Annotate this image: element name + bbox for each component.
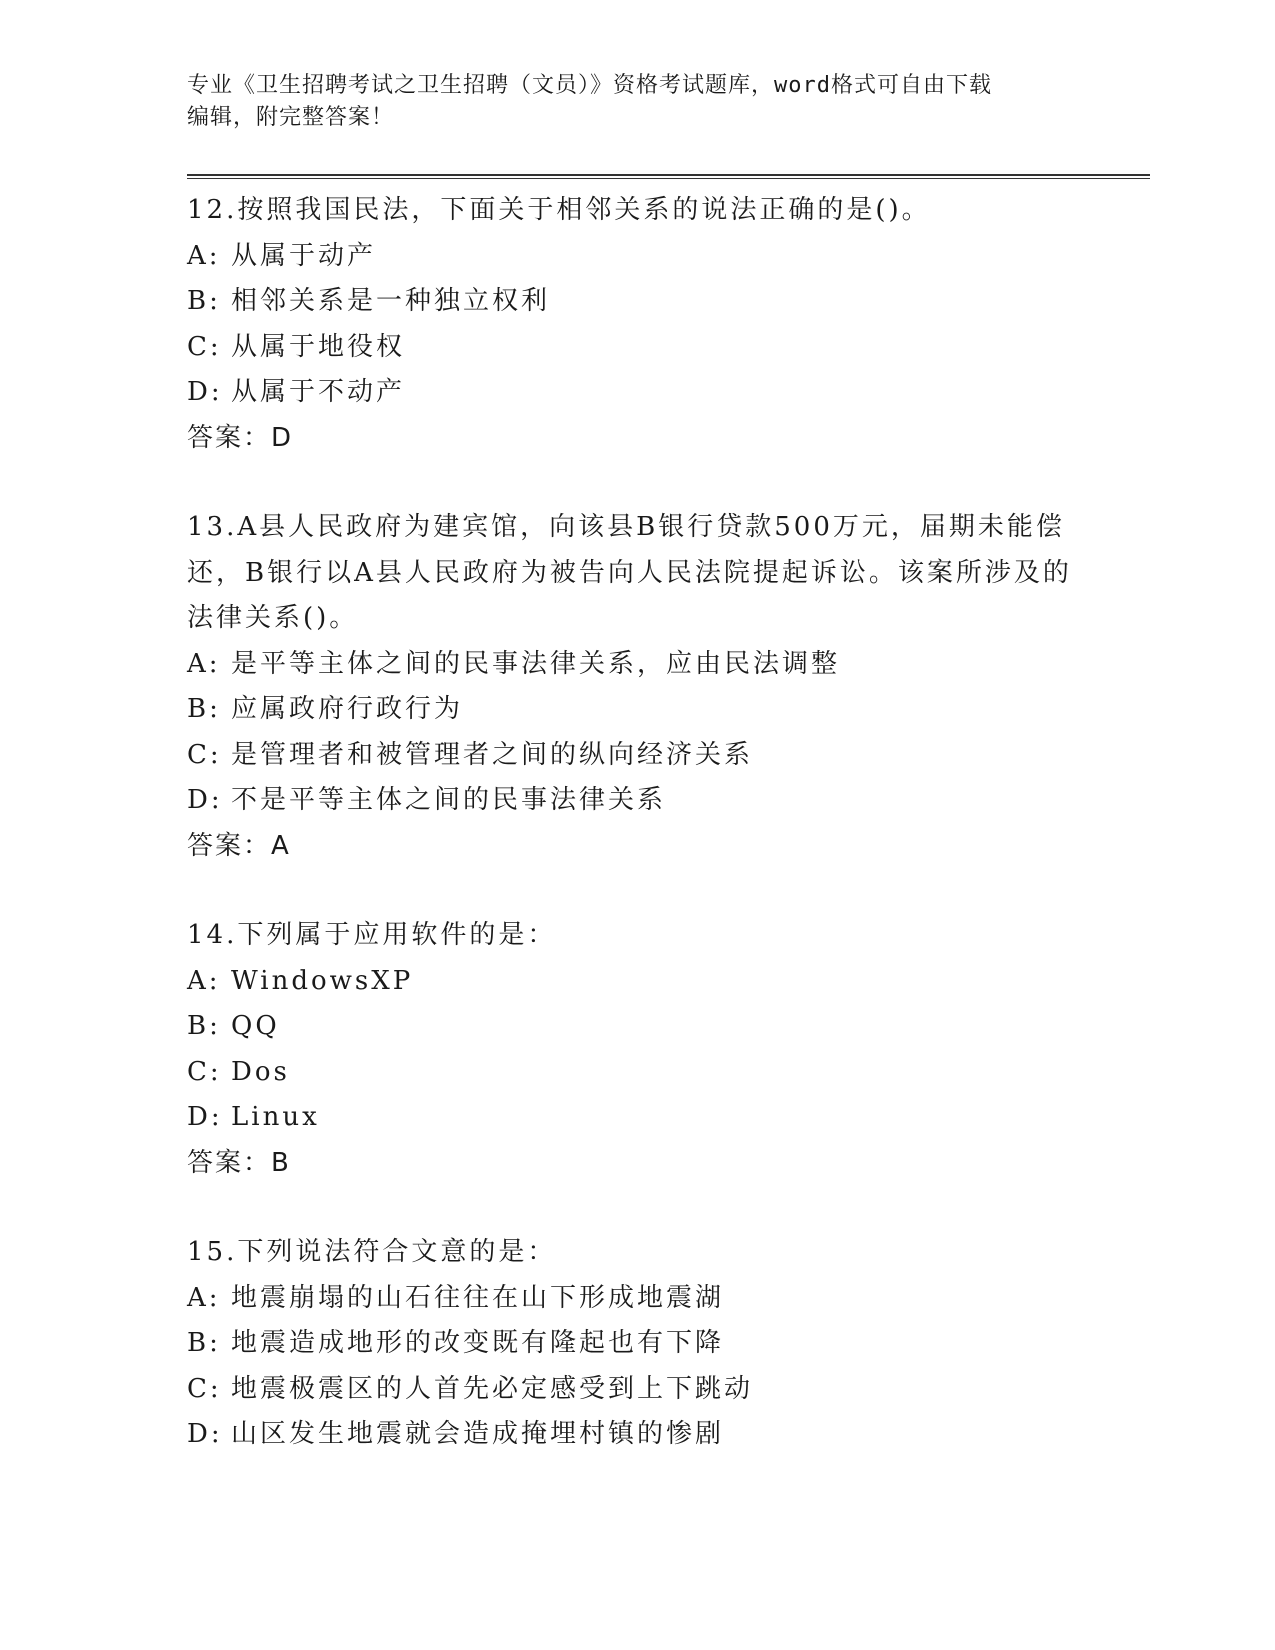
option-letter: C: [187,739,222,770]
option-text: 地震极震区的人首先必定感受到上下跳动 [231,1373,754,1404]
option-letter: A: [187,240,221,271]
option-text: 应属政府行政行为 [231,694,464,724]
option-letter: B: [187,286,221,316]
option-text: Dos [231,1056,290,1087]
question-stem: 13.A县人民政府为建宾馆，向该县B银行贷款500万元，届期未能偿还，B银行以A县人民政府为被告向人民法院提起诉讼。该案所涉及的法律关系()。 [187,512,1072,633]
question-list [187,188,1087,1502]
option-text: 从属于地役权 [231,331,406,362]
option-a [187,1276,1087,1322]
option-letter: D: [187,785,223,815]
option-text: Linux [231,1102,320,1132]
option-text: WindowsXP [231,965,414,996]
question-stem: 12.按照我国民法，下面关于相邻关系的说法正确的是()。 [187,195,931,225]
question-12 [187,188,1087,461]
option-a [187,642,1087,688]
document-header [187,70,1087,134]
option-text: 不是平等主体之间的民事法律关系 [231,785,667,815]
option-letter: A: [187,1282,221,1313]
question-stem: 14.下列属于应用软件的是： [187,920,557,950]
option-d [187,1412,1087,1458]
question-14 [187,913,1087,1186]
header-line-1: 专业《卫生招聘考试之卫生招聘（文员）》资格考试题库，word格式可自由下载 [187,73,992,98]
option-c [187,1367,1087,1413]
option-text: 是平等主体之间的民事法律关系，应由民法调整 [231,648,841,679]
option-b [187,1321,1087,1367]
option-letter: D: [187,377,223,407]
option-letter: A: [187,648,221,679]
option-text: 是管理者和被管理者之间的纵向经济关系 [231,739,754,770]
option-d [187,370,1087,416]
question-15 [187,1230,1087,1458]
option-d [187,1095,1087,1141]
option-letter: C: [187,331,222,362]
option-text: QQ [231,1011,280,1041]
option-text: 地震崩塌的山石往往在山下形成地震湖 [231,1282,725,1313]
question-stem: 15.下列说法符合文意的是： [187,1237,557,1267]
option-b [187,687,1087,733]
option-c [187,325,1087,371]
option-text: 从属于不动产 [231,377,406,407]
option-c [187,733,1087,779]
option-b [187,279,1087,325]
header-divider [187,174,1150,179]
option-letter: B: [187,1011,221,1041]
option-a [187,234,1087,280]
header-line-2: 编辑，附完整答案！ [187,105,395,130]
option-text: 从属于动产 [231,240,377,271]
option-b [187,1004,1087,1050]
option-text: 相邻关系是一种独立权利 [231,286,551,316]
question-13 [187,505,1087,869]
option-text: 地震造成地形的改变既有隆起也有下降 [231,1328,725,1358]
option-c [187,1050,1087,1096]
answer-line: 答案：B [187,1147,291,1178]
option-letter: D: [187,1102,223,1132]
option-a [187,959,1087,1005]
option-letter: C: [187,1373,222,1404]
option-letter: D: [187,1419,223,1449]
option-letter: B: [187,1328,221,1358]
option-letter: C: [187,1056,222,1087]
option-d [187,778,1087,824]
option-letter: B: [187,694,221,724]
option-letter: A: [187,965,221,996]
answer-line: 答案：D [187,422,294,453]
option-text: 山区发生地震就会造成掩埋村镇的惨剧 [231,1419,725,1449]
answer-line: 答案：A [187,830,291,861]
